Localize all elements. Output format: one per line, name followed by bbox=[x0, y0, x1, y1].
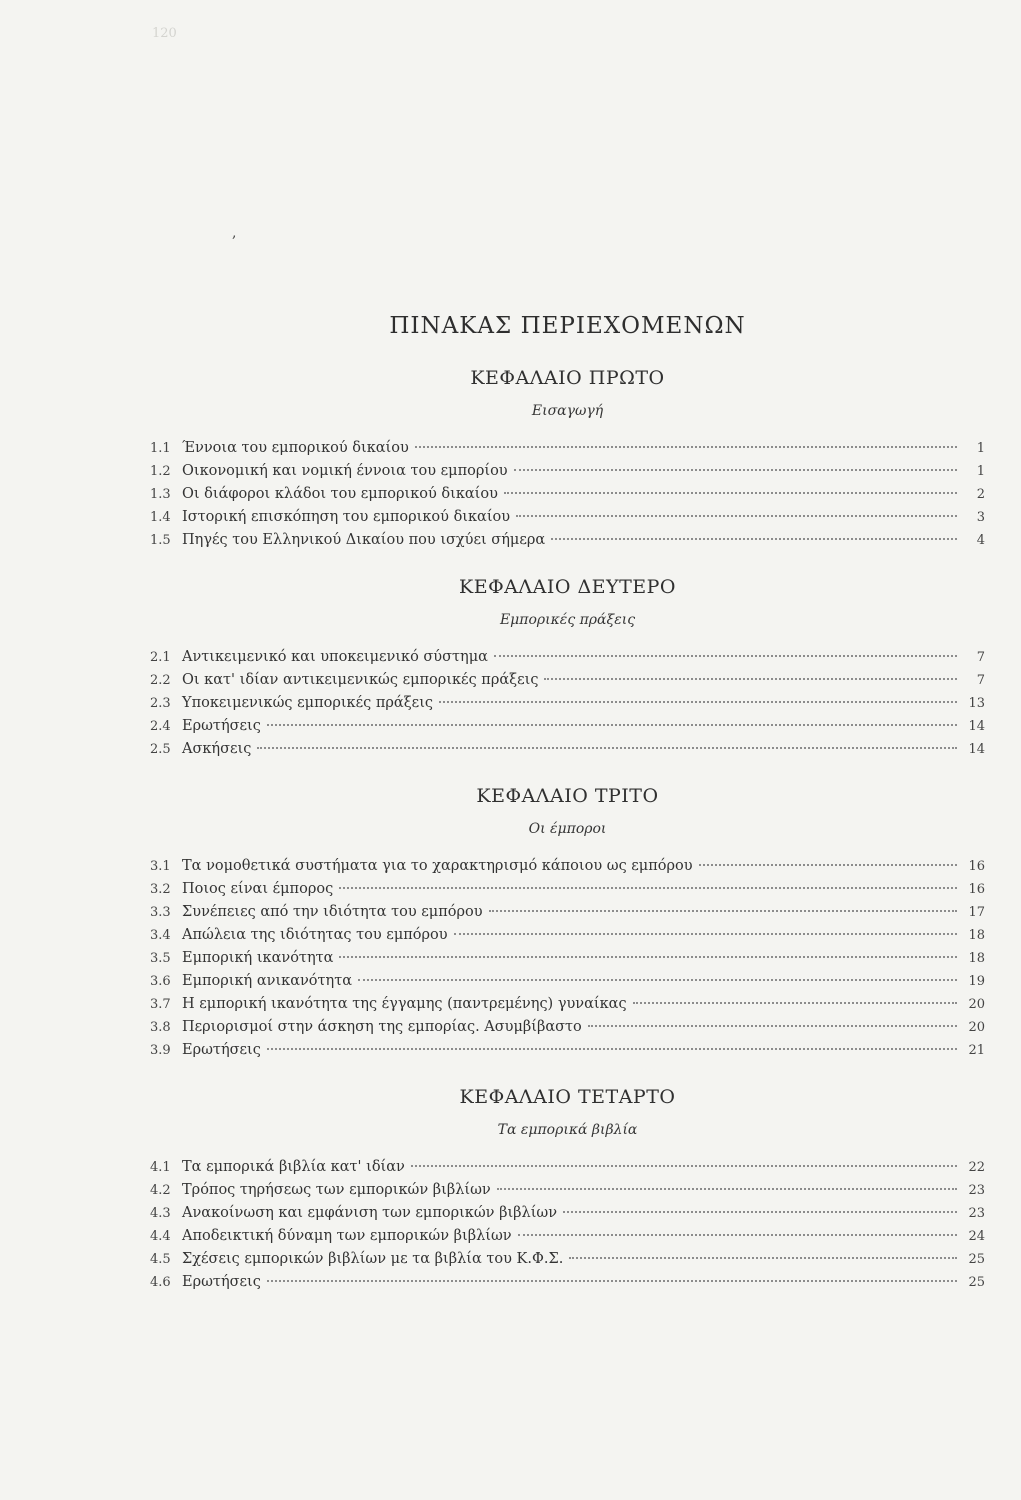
entry-number: 1.2 bbox=[150, 464, 171, 479]
chapter-section bbox=[150, 785, 985, 1062]
entry-page-number: 16 bbox=[968, 859, 985, 874]
entry-page-number: 24 bbox=[968, 1229, 985, 1244]
toc-entry bbox=[150, 715, 985, 738]
entry-number: 2.4 bbox=[150, 719, 171, 734]
toc-entry bbox=[150, 1271, 985, 1294]
entry-number: 3.3 bbox=[150, 905, 171, 920]
entry-number: 3.2 bbox=[150, 882, 171, 897]
dot-leader bbox=[563, 1211, 957, 1213]
entry-page-number: 18 bbox=[968, 928, 985, 943]
entry-title: Απώλεια της ιδιότητας του εμπόρου bbox=[182, 927, 448, 943]
toc-entry bbox=[150, 738, 985, 761]
entry-title: Τα νομοθετικά συστήματα για το χαρακτηρισμό κάποιου ως εμπόρου bbox=[182, 858, 693, 874]
dot-leader bbox=[699, 864, 957, 866]
entry-title: Σχέσεις εμπορικών βιβλίων με τα βιβλία του Κ.Φ.Σ. bbox=[182, 1251, 564, 1267]
entry-page-number: 22 bbox=[968, 1160, 985, 1175]
toc-entry bbox=[150, 970, 985, 993]
toc-entry bbox=[150, 1202, 985, 1225]
entry-number: 4.6 bbox=[150, 1275, 171, 1290]
entry-title: Υποκειμενικώς εμπορικές πράξεις bbox=[182, 695, 434, 711]
entry-title: Τα εμπορικά βιβλία κατ' ιδίαν bbox=[182, 1159, 405, 1175]
toc-entry bbox=[150, 878, 985, 901]
entry-page-number: 20 bbox=[968, 997, 985, 1012]
chapter-subtitle: Εισαγωγή bbox=[531, 403, 604, 419]
dot-leader bbox=[516, 515, 957, 517]
entry-title: Οι διάφοροι κλάδοι του εμπορικού δικαίου bbox=[182, 486, 498, 502]
toc-entry bbox=[150, 993, 985, 1016]
entry-page-number: 14 bbox=[968, 742, 985, 757]
toc-entry bbox=[150, 1179, 985, 1202]
entry-page-number: 18 bbox=[968, 951, 985, 966]
chapter-subtitle: Εμπορικές πράξεις bbox=[499, 612, 636, 628]
entry-page-number: 13 bbox=[968, 696, 985, 711]
toc-entry bbox=[150, 529, 985, 552]
entry-title: Αντικειμενικό και υποκειμενικό σύστημα bbox=[182, 649, 488, 665]
dot-leader bbox=[267, 724, 957, 726]
entry-title: Ερωτήσεις bbox=[182, 718, 261, 734]
dot-leader bbox=[544, 678, 957, 680]
entry-page-number: 1 bbox=[976, 441, 985, 456]
entry-page-number: 17 bbox=[968, 905, 985, 920]
dot-leader bbox=[497, 1188, 957, 1190]
entry-title: Αποδεικτική δύναμη των εμπορικών βιβλίων bbox=[182, 1228, 512, 1244]
entry-page-number: 21 bbox=[968, 1043, 985, 1058]
entry-title: Ιστορική επισκόπηση του εμπορικού δικαίου bbox=[182, 509, 511, 525]
entry-number: 3.7 bbox=[150, 997, 171, 1012]
chapter-section bbox=[150, 1086, 985, 1294]
toc-entry bbox=[150, 901, 985, 924]
chapter-section bbox=[150, 367, 985, 552]
chapter-title: ΚΕΦΑΛΑΙΟ ΤΡΙΤΟ bbox=[476, 785, 659, 807]
entry-number: 3.4 bbox=[150, 928, 171, 943]
entry-number: 3.1 bbox=[150, 859, 171, 874]
entry-number: 2.2 bbox=[150, 673, 171, 688]
entry-number: 1.1 bbox=[150, 441, 171, 456]
chapter-title: ΚΕΦΑΛΑΙΟ ΠΡΩΤΟ bbox=[470, 367, 665, 389]
entry-number: 4.5 bbox=[150, 1252, 171, 1267]
entry-title: Τρόπος τηρήσεως των εμπορικών βιβλίων bbox=[182, 1182, 491, 1198]
dot-leader bbox=[588, 1025, 957, 1027]
toc-entry bbox=[150, 947, 985, 970]
dot-leader bbox=[257, 747, 957, 749]
entry-number: 3.9 bbox=[150, 1043, 171, 1058]
entry-page-number: 1 bbox=[976, 464, 985, 479]
dot-leader bbox=[514, 469, 957, 471]
toc-entry bbox=[150, 924, 985, 947]
toc-entry bbox=[150, 669, 985, 692]
entry-title: Ασκήσεις bbox=[182, 741, 252, 757]
entry-number: 1.5 bbox=[150, 533, 171, 548]
entry-page-number: 20 bbox=[968, 1020, 985, 1035]
dot-leader bbox=[339, 956, 957, 958]
dot-leader bbox=[439, 701, 957, 703]
entry-title: Πηγές του Ελληνικού Δικαίου που ισχύει σήμερα bbox=[182, 532, 546, 548]
toc-entry bbox=[150, 1225, 985, 1248]
dot-leader bbox=[267, 1280, 957, 1282]
ink-mark: , bbox=[232, 225, 237, 241]
entry-title: Εμπορική ικανότητα bbox=[182, 950, 334, 966]
entry-number: 4.1 bbox=[150, 1160, 171, 1175]
entry-number: 4.4 bbox=[150, 1229, 171, 1244]
entry-page-number: 2 bbox=[976, 487, 985, 502]
entry-title: Έννοια του εμπορικού δικαίου bbox=[182, 440, 409, 456]
dot-leader bbox=[358, 979, 957, 981]
entry-title: Η εμπορική ικανότητα της έγγαμης (παντρεμένης) γυναίκας bbox=[182, 996, 627, 1012]
entry-page-number: 7 bbox=[976, 650, 985, 665]
toc-entry bbox=[150, 506, 985, 529]
dot-leader bbox=[494, 655, 957, 657]
chapter-section bbox=[150, 576, 985, 761]
entry-title: Ερωτήσεις bbox=[182, 1274, 261, 1290]
entry-title: Οι κατ' ιδίαν αντικειμενικώς εμπορικές πράξεις bbox=[182, 672, 539, 688]
toc-entry bbox=[150, 646, 985, 669]
toc-entry bbox=[150, 855, 985, 878]
toc-title: ΠΙΝΑΚΑΣ ΠΕΡΙΕΧΟΜΕΝΩΝ bbox=[389, 313, 746, 339]
dot-leader bbox=[489, 910, 957, 912]
entry-page-number: 25 bbox=[968, 1275, 985, 1290]
dot-leader bbox=[339, 887, 957, 889]
chapters-list bbox=[150, 367, 985, 1294]
entry-title: Ανακοίνωση και εμφάνιση των εμπορικών βιβλίων bbox=[182, 1205, 558, 1221]
toc-entry bbox=[150, 1248, 985, 1271]
chapter-title: ΚΕΦΑΛΑΙΟ ΔΕΥΤΕΡΟ bbox=[459, 576, 676, 598]
toc-entry bbox=[150, 1156, 985, 1179]
entry-page-number: 14 bbox=[968, 719, 985, 734]
entry-number: 4.3 bbox=[150, 1206, 171, 1221]
dot-leader bbox=[569, 1257, 957, 1259]
entry-title: Περιορισμοί στην άσκηση της εμπορίας. Ασυμβίβαστο bbox=[182, 1019, 582, 1035]
entry-title: Εμπορική ανικανότητα bbox=[182, 973, 353, 989]
background-page-number: 120 bbox=[152, 26, 177, 41]
entry-page-number: 4 bbox=[976, 533, 985, 548]
toc-entry bbox=[150, 692, 985, 715]
entry-title: Ερωτήσεις bbox=[182, 1042, 261, 1058]
dot-leader bbox=[518, 1234, 957, 1236]
dot-leader bbox=[415, 446, 957, 448]
toc-entry bbox=[150, 1039, 985, 1062]
entry-page-number: 25 bbox=[968, 1252, 985, 1267]
dot-leader bbox=[551, 538, 957, 540]
entry-number: 2.5 bbox=[150, 742, 171, 757]
entry-page-number: 16 bbox=[968, 882, 985, 897]
chapter-subtitle: Οι έμποροι bbox=[528, 821, 607, 837]
toc-entry bbox=[150, 460, 985, 483]
dot-leader bbox=[454, 933, 957, 935]
chapter-subtitle: Τα εμπορικά βιβλία bbox=[497, 1122, 638, 1138]
entry-page-number: 23 bbox=[968, 1183, 985, 1198]
dot-leader bbox=[633, 1002, 957, 1004]
entry-number: 1.4 bbox=[150, 510, 171, 525]
entry-number: 4.2 bbox=[150, 1183, 171, 1198]
chapter-title: ΚΕΦΑΛΑΙΟ ΤΕΤΑΡΤΟ bbox=[459, 1086, 676, 1108]
entry-page-number: 7 bbox=[976, 673, 985, 688]
entry-title: Οικονομική και νομική έννοια του εμπορίου bbox=[182, 463, 508, 479]
entry-number: 3.5 bbox=[150, 951, 171, 966]
toc-entry bbox=[150, 483, 985, 506]
entry-number: 2.1 bbox=[150, 650, 171, 665]
table-of-contents bbox=[150, 300, 985, 1318]
dot-leader bbox=[411, 1165, 957, 1167]
entry-number: 1.3 bbox=[150, 487, 171, 502]
entry-page-number: 19 bbox=[968, 974, 985, 989]
entry-number: 3.6 bbox=[150, 974, 171, 989]
entry-page-number: 23 bbox=[968, 1206, 985, 1221]
dot-leader bbox=[267, 1048, 957, 1050]
entry-number: 3.8 bbox=[150, 1020, 171, 1035]
toc-entry bbox=[150, 1016, 985, 1039]
toc-entry bbox=[150, 437, 985, 460]
entry-title: Συνέπειες από την ιδιότητα του εμπόρου bbox=[182, 904, 483, 920]
entry-number: 2.3 bbox=[150, 696, 171, 711]
dot-leader bbox=[504, 492, 957, 494]
entry-title: Ποιος είναι έμπορος bbox=[182, 881, 334, 897]
entry-page-number: 3 bbox=[976, 510, 985, 525]
